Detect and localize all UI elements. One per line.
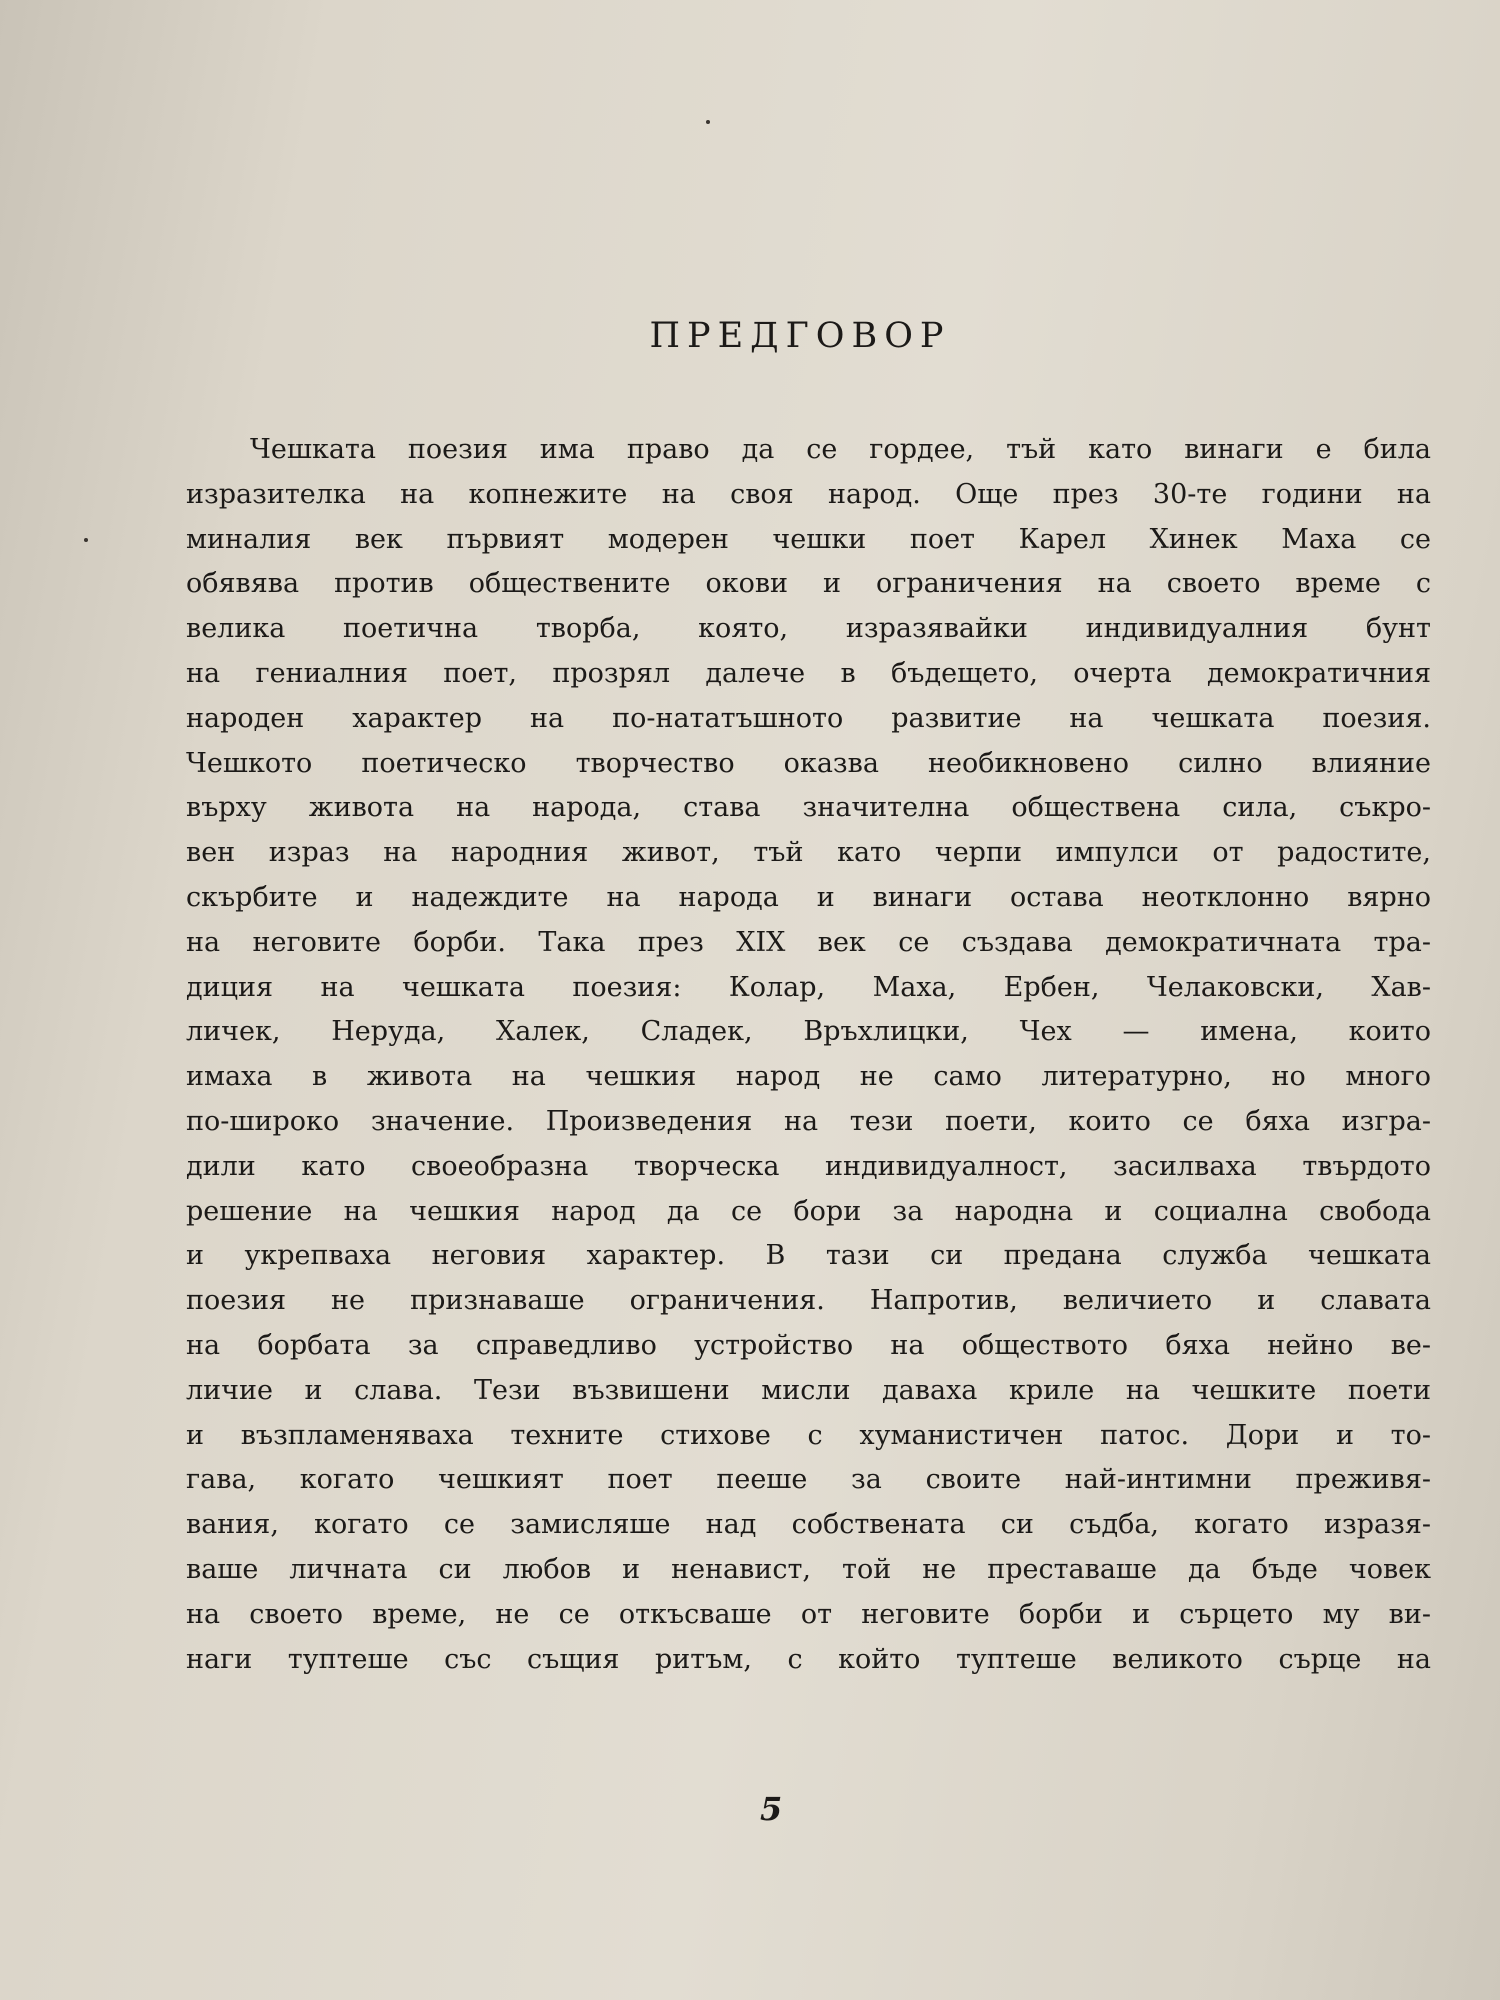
text-line: по-широко значение. Произведения на тези поети, които се бяха изгра-	[186, 1105, 1431, 1137]
show-through-text	[330, 0, 1500, 56]
text-line: на борбата за справедливо устройство на обществото бяха нейно ве-	[186, 1329, 1431, 1361]
text-line: ваше личната си любов и ненавист, той не преставаше да бъде човек	[186, 1553, 1431, 1585]
text-line: народен характер на по-нататъшното развитие на чешката поезия.	[186, 702, 1431, 734]
body-paragraph	[186, 428, 1431, 1682]
text-line: върху живота на народа, става значителна обществена сила, съкро-	[186, 792, 1431, 824]
text-line: на гениалния поет, прозрял далече в бъдещето, очерта демократичния	[186, 657, 1431, 689]
text-line: вания, когато се замисляше над собствената си съдба, когато изразя-	[186, 1509, 1431, 1541]
text-line: на неговите борби. Така през XIX век се създава демократичната тра-	[186, 926, 1431, 958]
text-line: личие и слава. Тези възвишени мисли даваха криле на чешките поети	[186, 1374, 1431, 1406]
text-line: поезия не признаваше ограничения. Напротив, величието и славата	[186, 1285, 1431, 1317]
text-line: скърбите и надеждите на народа и винаги остава неотклонно вярно	[186, 881, 1431, 913]
page-title: ПРЕДГОВОР	[649, 316, 951, 356]
text-line: обявява против обществените окови и ограничения на своето време с	[186, 568, 1431, 600]
text-line: изразителка на копнежите на своя народ. Още през 30-те години на	[186, 478, 1431, 510]
text-line: на своето време, не се откъсваше от неговите борби и сърцето му ви-	[186, 1598, 1431, 1630]
text-line: миналия век първият модерен чешки поет Карел Хинек Маха се	[186, 523, 1431, 555]
text-line: дили като своеобразна творческа индивидуалност, засилваха твърдото	[186, 1150, 1431, 1182]
text-line: вен израз на народния живот, тъй като черпи импулси от радостите,	[186, 837, 1431, 869]
text-line: имаха в живота на чешкия народ не само литературно, но много	[186, 1061, 1431, 1093]
text-line: диция на чешката поезия: Колар, Маха, Ербен, Челаковски, Хав-	[186, 971, 1431, 1003]
text-line: велика поетична творба, която, изразявайки индивидуалния бунт	[186, 613, 1431, 645]
text-line: наги туптеше със същия ритъм, с който туптеше великото сърце на	[186, 1643, 1431, 1675]
print-speck	[706, 120, 710, 124]
text-line: решение на чешкия народ да се бори за народна и социална свобода	[186, 1195, 1431, 1227]
page-number: 5	[760, 1790, 783, 1828]
text-line: Чешката поезия има право да се гордее, тъй като винаги е била	[250, 434, 1431, 465]
print-speck	[84, 538, 88, 542]
text-line: личек, Неруда, Халек, Сладек, Връхлицки, Чех — имена, които	[186, 1016, 1431, 1048]
text-line: Чешкото поетическо творчество оказва необикновено силно влияние	[186, 747, 1431, 779]
text-line: и възпламеняваха техните стихове с хуманистичен патос. Дори и то-	[186, 1419, 1431, 1451]
text-line: гава, когато чешкият поет пееше за своите най-интимни преживя-	[186, 1464, 1431, 1496]
text-line: и укрепваха неговия характер. В тази си предана служба чешката	[186, 1240, 1431, 1272]
